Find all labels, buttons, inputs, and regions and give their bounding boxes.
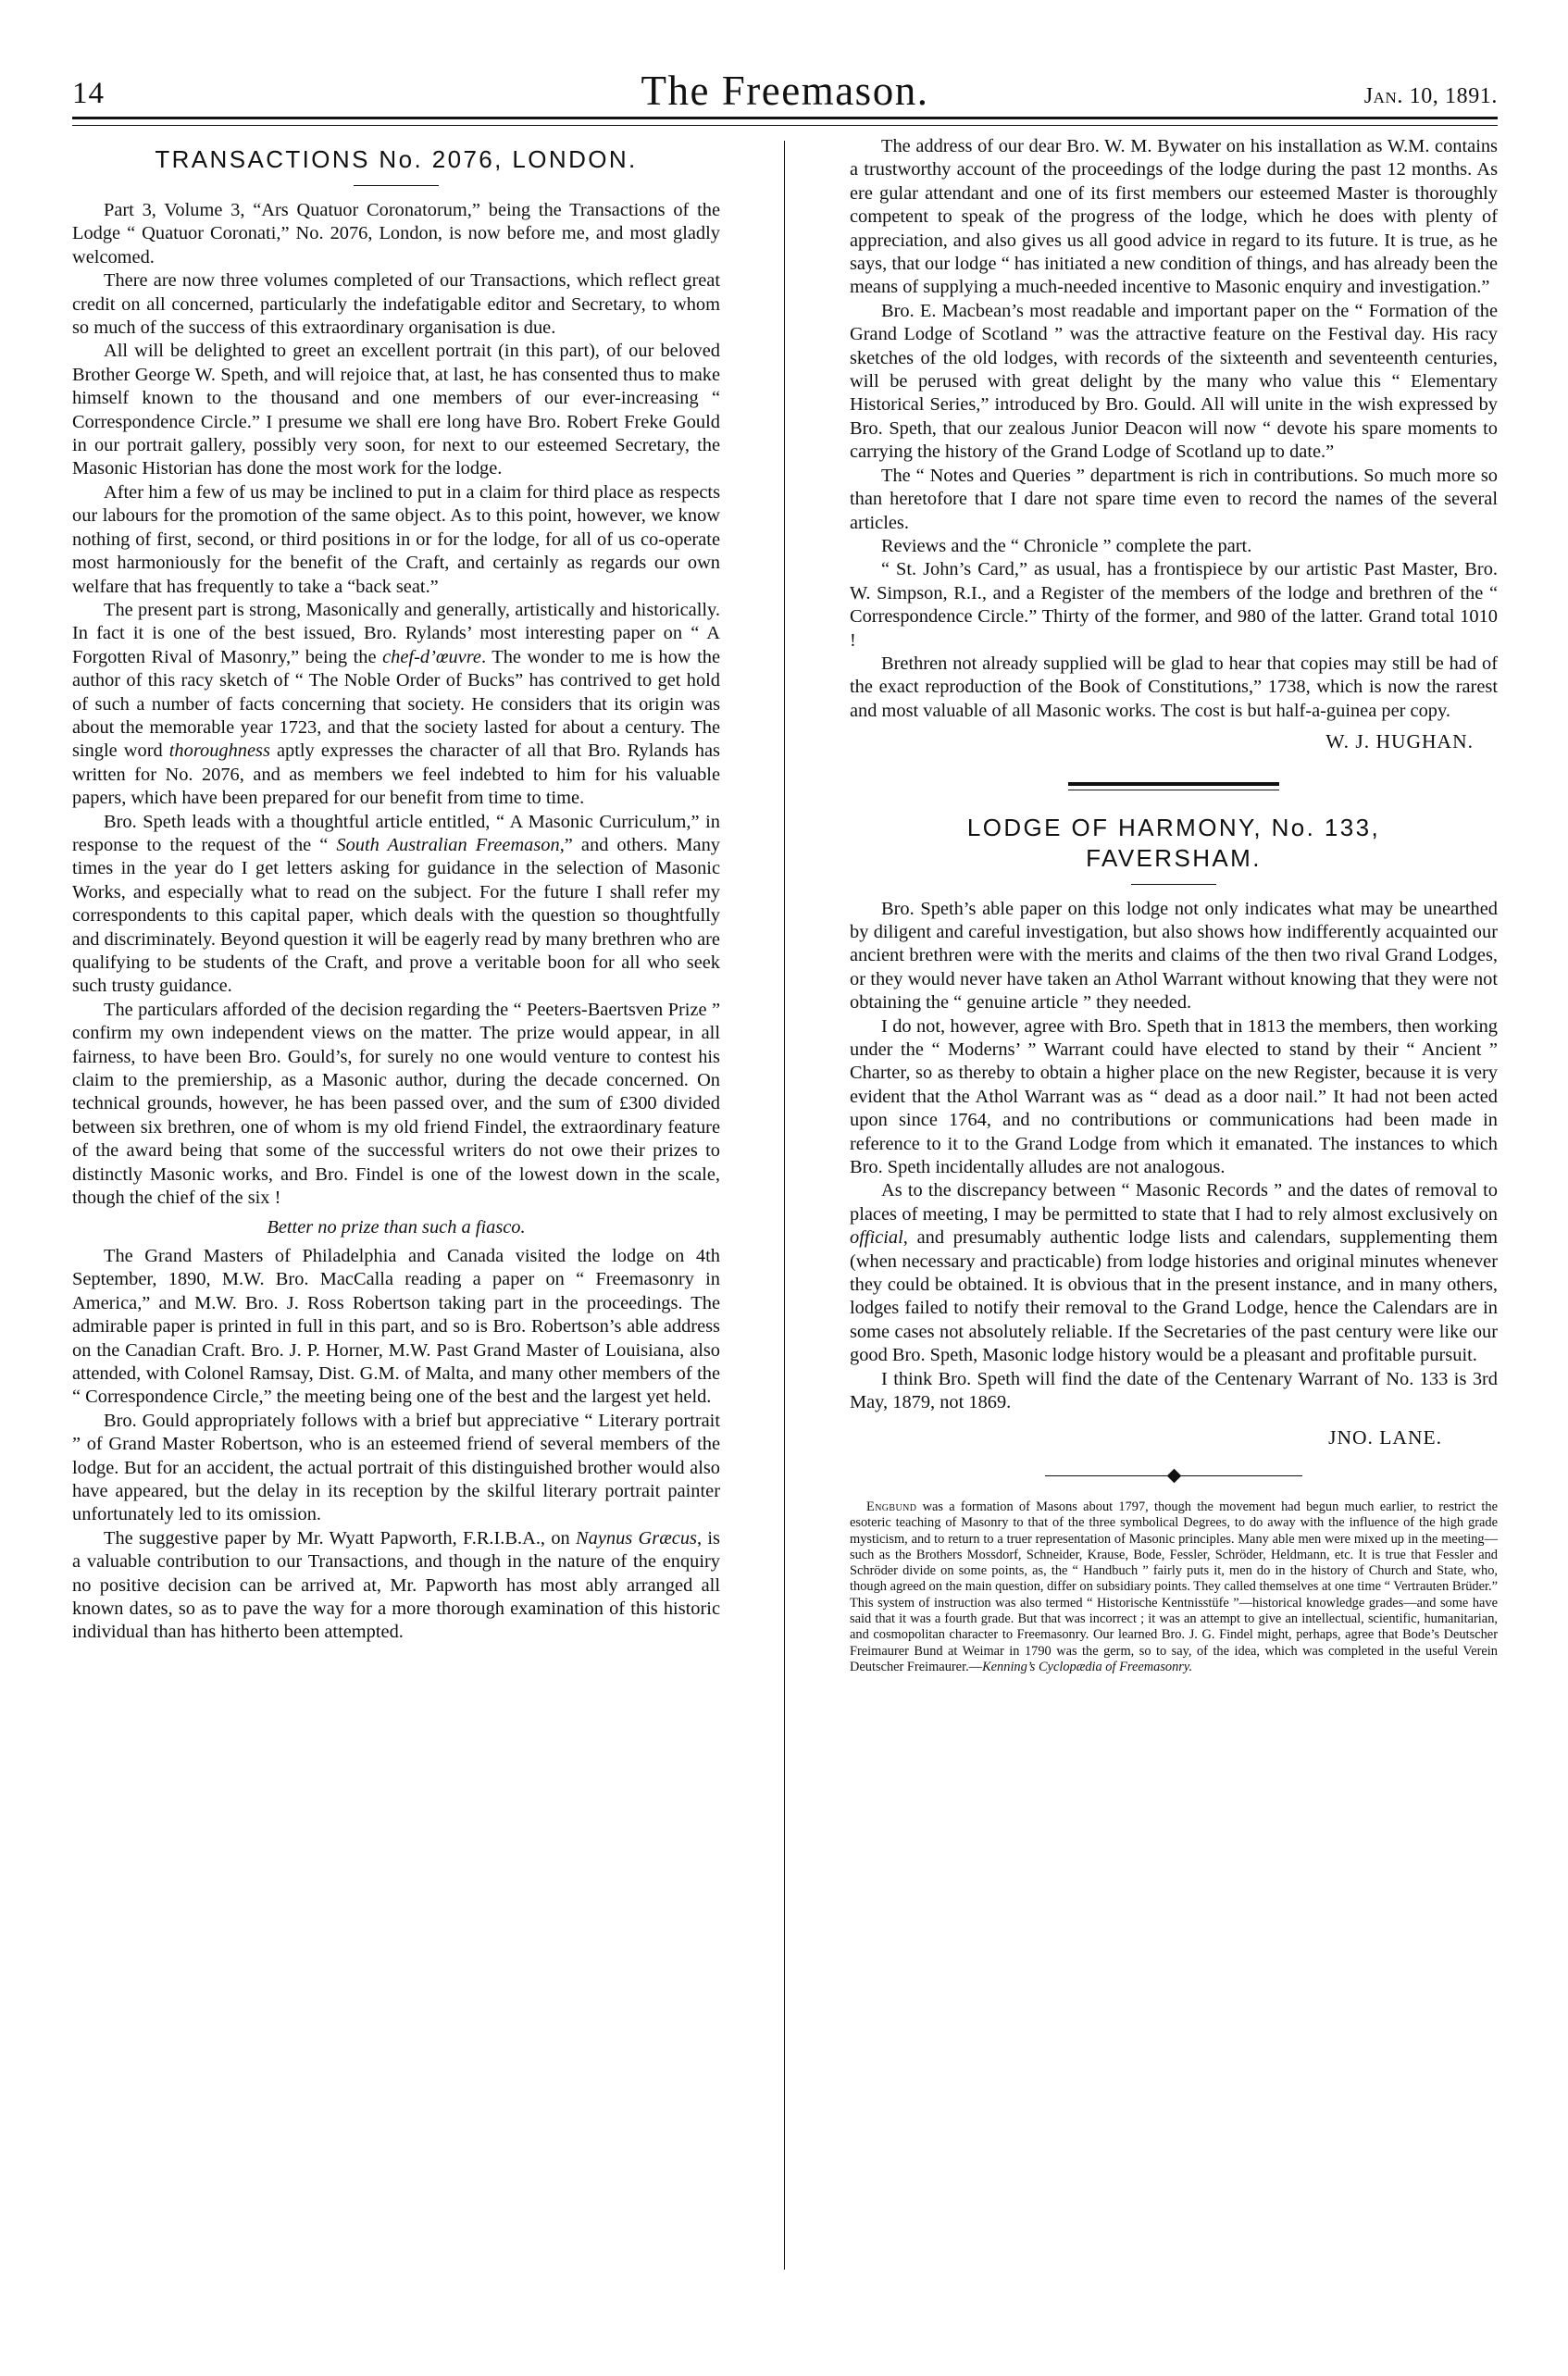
- paragraph-centenary-warrant: I think Bro. Speth will find the date of the Centenary Warrant of No. 133 is 3rd May, 1879, not 1869.: [850, 1368, 1498, 1413]
- text-run: , and presumably authentic lodge lists and calendars, supplementing them (when necessary and practicable) from lodge histories and original minutes whenever they could be obtained. It is obvious that in the present instance, and in many others, lodges failed to notify their removal to the Grand Lodge, hence the Calendars are in some cases not absolutely reliable. If the Secretaries of the past century were like our good Bro. Speth, Masonic lodge history would be a pleasant and profitable pursuit.: [850, 1227, 1498, 1366]
- article-signature-lane: JNO. LANE.: [1328, 1425, 1442, 1449]
- paragraph-peeters-prize: The particulars afforded of the decision regarding the “ Peeters-Baertsven Prize ” confirm my own independent views on the matter. The prize would appear, in all fairness, to have been Bro. Gould’s, for surely no one would venture to contest his claim to the premiership, as a Masonic author, during the decade concerned. On technical grounds, however, he has been passed over, and the sum of £300 divided between six brethren, one of whom is my old friend Findel, the extraordinary feature of the award being that some of the successful writers do not owe their prizes to distinctly Masonic works, and Bro. Findel is one of the lowest down in the scale, though the chief of the six !: [72, 999, 720, 1209]
- section-divider-rule: [1068, 782, 1279, 790]
- paragraph-discrepancy: [850, 1179, 1498, 1367]
- body-columns: [72, 135, 1498, 2292]
- footnote-leadin-engbund: Engbund: [866, 1499, 917, 1514]
- issue-date-rest: 10, 1891.: [1403, 84, 1498, 108]
- masthead-rule: [72, 117, 1498, 126]
- masthead: [72, 54, 1498, 114]
- text-run: was a formation of Masons about 1797, though the movement had begun much earlier, to restrict the esoteric teaching of Masonry to that of the three symbolical Degrees, to do away with the influence of the high grade mysticism, and to return to a truer representation of Masonic principles. Many able men were mixed up in the meeting—such as the Brothers Mossdorf, Schneider, Krause, Bode, Fessler, Schröder, Heldmann, etc. It is true that Fessler and Schröder divide on some points, as, the “ Handbuch ” fairly puts it, men do in the history of Church and State, who, though agreed on the main question, differ on subsidiary points. They called themselves at one time “ Vertrauten Brüder.” This system of instruction was also termed “ Historische Kentnisstüfe ”—historical knowledge grades—and some have said that it was a fourth grade. But that was incorrect ; it was an attempt to give an intellectual, scientific, humanitarian, and cosmopolitan character to Freemasonry. Our learned Bro. J. G. Findel might, perhaps, agree that Bode’s Deutscher Freimaurer Bund at Weimar in 1790 was the germ, so to say, of the idea, which was completed in the useful Verein Deutscher Freimaurer.—: [850, 1499, 1498, 1674]
- footnote-source-citation: Kenning’s Cyclopædia of Freemasonry.: [982, 1659, 1193, 1674]
- paragraph: After him a few of us may be inclined to put in a claim for third place as respects our labours for the promotion of the same object. As to this point, however, we know nothing of first, second, or third positions in or for the lodge, for all of us co-operate most harmoniously for the benefit of the Craft, and certainly as regards our own welfare that has frequently to take a “back seat.”: [72, 481, 720, 597]
- left-column: [72, 135, 720, 2292]
- text-run: As to the discrepancy between “ Masonic Records ” and the dates of removal to places of meeting, I may be permitted to state that I had to rely almost exclusively on: [850, 1180, 1498, 1225]
- italic-title-naynus-graecus: Naynus Græcus: [576, 1527, 697, 1549]
- italic-term-thoroughness: thoroughness: [168, 740, 270, 762]
- paragraph: Part 3, Volume 3, “Ars Quatuor Coronatorum,” being the Transactions of the Lodge “ Quatuor Coronati,” No. 2076, London, is now before me, and most gladly welcomed.: [72, 200, 720, 267]
- paragraph: “ St. John’s Card,” as usual, has a frontispiece by our artistic Past Master, Bro. W. Simpson, R.I., and a Register of the members of the lodge and brethren of the “ Correspondence Circle.” Thirty of the former, and 980 of the latter. Grand total 1010 !: [850, 559, 1498, 651]
- heading-underrule: [354, 185, 439, 186]
- text-run: ,” and others. Many times in the year do I get letters asking for guidance in the selection of Masonic Works, and especially what to read on the subject. For the future I shall refer my correspondents to this capital paper, which deals with the question so thoughtfully and discriminately. Beyond question it will be eagerly read by many brethren who are qualifying to be students of the Craft, and prove a veritable boon for all who seek such trusty guidance.: [72, 834, 720, 997]
- text-run: The present part is strong, Masonically and generally, artistically and historically. In fact it is one of the best issued, Bro. Rylands’ most interesting paper on “ A Forgotten Rival of Masonry,” being the: [72, 599, 720, 667]
- paragraph: Bro. E. Macbean’s most readable and important paper on the “ Formation of the Grand Lodge of Scotland ” was the attractive feature on the Festival day. His racy sketches of the old lodges, with records of the sixteenth and seventeenth centuries, will be perused with great delight by the many who value this “ Elementary Historical Series,” introduced by Bro. Gould. All will unite in the wish expressed by Bro. Speth, that our zealous Junior Deacon will now “ devote his spare moments to carrying the history of the Grand Lodge of Scotland up to date.”: [850, 300, 1498, 463]
- italic-term-chef-doeuvre: chef-d’œuvre: [382, 646, 481, 667]
- issue-date-month: Jan.: [1363, 84, 1403, 108]
- paragraph-papworth: [72, 1527, 720, 1645]
- column-divider-rule: [784, 141, 785, 2270]
- paragraph: Brethren not already supplied will be glad to hear that copies may still be had of the exact reproduction of the Book of Constitutions,” 1738, which is now the rarest and most valuable of all Masonic works. The cost is but half-a-guinea per copy.: [850, 653, 1498, 721]
- text-run: Bro. Speth leads with a thoughtful article entitled, “ A Masonic Curriculum,” in response to the request of the “: [72, 811, 720, 855]
- footnote-paragraph: [850, 1499, 1498, 1675]
- paragraph: The “ Notes and Queries ” department is rich in contributions. So much more so than heretofore that I dare not spare time even to record the names of the several articles.: [850, 465, 1498, 533]
- page-folio-number: 14: [72, 77, 105, 110]
- article-signature-hughan: W. J. HUGHAN.: [1325, 730, 1474, 753]
- section-heading-line1: LODGE OF HARMONY, No. 133,: [966, 813, 1381, 841]
- paragraph-speth-curriculum: [72, 811, 720, 999]
- paragraph-grand-masters: The Grand Masters of Philadelphia and Canada visited the lodge on 4th September, 1890, M.W. Bro. MacCalla reading a paper on “ Freemasonry in America,” and M.W. Bro. J. Ross Robertson taking part in the proceedings. The admirable paper is printed in full in this part, and so is Bro. Robertson’s able address on the Canadian Craft. Bro. J. P. Horner, M.W. Past Grand Master of Louisiana, also attended, with Colonel Ramsay, Dist. G.M. of Malta, and many other members of the “ Correspondence Circle,” the meeting being one of the best and the largest yet held.: [72, 1245, 720, 1408]
- paragraph-rylands: [72, 599, 720, 811]
- issue-date: [1364, 84, 1498, 109]
- paragraph-gould-portrait: Bro. Gould appropriately follows with a brief but appreciative “ Literary portrait ” of Grand Master Robertson, who is an esteemed friend of several members of the lodge. But for an accident, the actual portrait of this distinguished brother would also have appeared, but the delay in its reception by the skilful literary portrait painter unfortunately led to its omission.: [72, 1410, 720, 1525]
- paragraph: All will be delighted to greet an excellent portrait (in this part), of our beloved Brother George W. Speth, and will rejoice that, at last, he has consented thus to make himself known to the thousand and one members of our ever-increasing “ Correspondence Circle.” I presume we shall ere long have Bro. Robert Freke Gould in our portrait gallery, possibly very soon, for next to our esteemed Secretary, the Masonic Historian has done the most work for the lodge.: [72, 341, 720, 479]
- text-run: . The wonder to me is how the author of this racy sketch of “ The Noble Order of Bucks” has contrived to get hold of such a number of facts concerning that society. He considers that its origin was about the memorable year 1723, and that the society lasted for about a century. The single word: [72, 646, 721, 762]
- paragraph: I do not, however, agree with Bro. Speth that in 1813 the members, then working under the “ Moderns’ ” Warrant could have elected to stand by their “ Ancient ” Charter, so as thereby to obtain a higher place on the new Register, because it is very evident that the Athol Warrant was as “ dead as a door nail.” It had not been acted upon since 1764, and no contributions or communications had been made in reference to it to the Grand Lodge from which it emanated. The instances to which Bro. Speth incidentally alludes are not analogous.: [850, 1015, 1498, 1178]
- paragraph: The address of our dear Bro. W. M. Bywater on his installation as W.M. contains a trustworthy account of the proceedings of the lodge during the past 12 months. As ere gular attendant and one of its first members our esteemed Master is thoroughly competent to speak of the progress of the lodge, which he does with plenty of appreciation, and also gives us all good advice in regard to its future. It is true, as he says, that our lodge “ has initiated a new condition of things, and has already been the means of supplying a much-needed incentive to Masonic enquiry and investigation.”: [850, 136, 1498, 298]
- section-heading-transactions: TRANSACTIONS No. 2076, LONDON.: [155, 145, 638, 173]
- paragraph: There are now three volumes completed of our Transactions, which reflect great credit on all concerned, particularly the indefatigable editor and Secretary, to whom so much of the success of this extraordinary organisation is due.: [72, 270, 720, 339]
- diamond-ornament-divider: [1045, 1470, 1302, 1483]
- italic-caption-line: Better no prize than such a fiasco.: [267, 1217, 526, 1238]
- section-heading-line2: FAVERSHAM.: [1086, 843, 1262, 872]
- section-heading-lodge-of-harmony: [850, 813, 1498, 874]
- text-run: , is a valuable contribution to our Transactions, and though in the nature of the enquiry no positive decision can be arrived at, Mr. Papworth has most ably arranged all known dates, so as to pave the way for a more thorough examination of this historic individual than has hitherto been attempted.: [72, 1527, 720, 1643]
- paragraph: Reviews and the “ Chronicle ” complete the part.: [881, 535, 1252, 556]
- text-run: aptly expresses the character of all that Bro. Rylands has written for No. 2076, and as members we feel indebted to him for his valuable papers, which have been prepared for our benefit from time to time.: [72, 740, 720, 809]
- footnote-block: [850, 1499, 1498, 1675]
- text-run: The suggestive paper by Mr. Wyatt Papworth, F.R.I.B.A., on: [104, 1527, 577, 1549]
- paragraph: Bro. Speth’s able paper on this lodge not only indicates what may be unearthed by diligent and careful investigation, but also shows how indifferently acquainted our ancient brethren were with the merits and claims of the then two rival Grand Lodges, or they would never have taken an Athol Warrant without knowing that they were not obtaining the “ genuine article ” they needed.: [850, 898, 1498, 1014]
- right-column: [850, 135, 1498, 2292]
- italic-title-south-australian-freemason: South Australian Freemason: [336, 834, 560, 855]
- italic-word-official: official: [850, 1227, 903, 1249]
- publication-title: The Freemason.: [641, 68, 929, 114]
- heading-underrule: [1131, 884, 1216, 885]
- diamond-icon: [1166, 1469, 1181, 1484]
